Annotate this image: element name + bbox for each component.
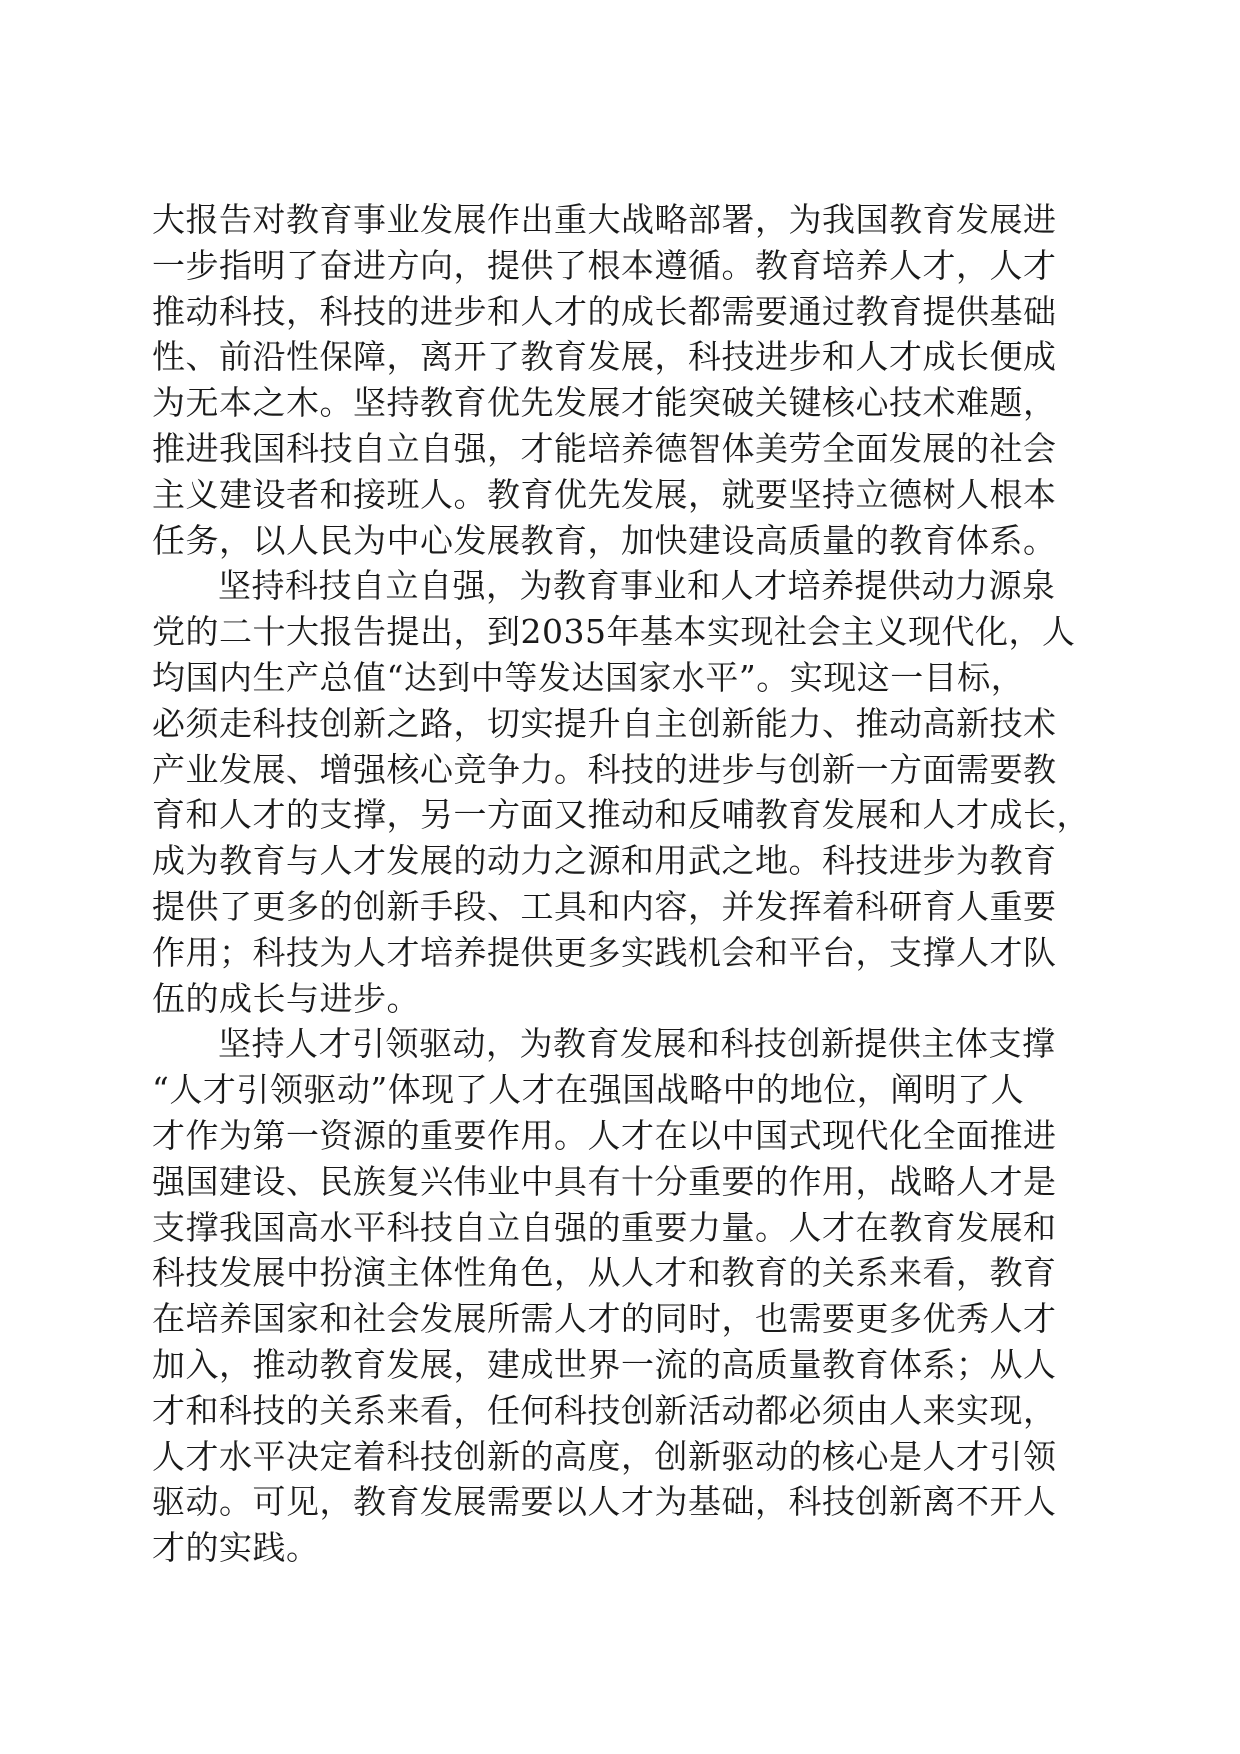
text-line: 一步指明了奋进方向，提供了根本遵循。教育培养人才，人才 bbox=[152, 245, 1057, 285]
text-line: 才的实践。 bbox=[152, 1528, 320, 1568]
text-line: 作用；科技为人才培养提供更多实践机会和平台，支撑人才队 bbox=[152, 932, 1057, 972]
text-line: 加入，推动教育发展，建成世界一流的高质量教育体系；从人 bbox=[152, 1344, 1057, 1384]
section-heading: 坚持科技自立自强，为教育事业和人才培养提供动力源泉 bbox=[218, 566, 1056, 606]
text-line: 伍的成长与进步。 bbox=[152, 978, 420, 1018]
text-line: 育和人才的支撑，另一方面又推动和反哺教育发展和人才成长， bbox=[152, 795, 1090, 835]
text-line: 提供了更多的创新手段、工具和内容，并发挥着科研育人重要 bbox=[152, 886, 1057, 926]
body-text bbox=[152, 197, 1092, 1571]
text-line: 支撑我国高水平科技自立自强的重要力量。人才在教育发展和 bbox=[152, 1207, 1057, 1247]
text-line: 任务，以人民为中心发展教育，加快建设高质量的教育体系。 bbox=[152, 520, 1057, 560]
text-line: 成为教育与人才发展的动力之源和用武之地。科技进步为教育 bbox=[152, 841, 1057, 881]
text-line: 必须走科技创新之路，切实提升自主创新能力、推动高新技术 bbox=[152, 703, 1057, 743]
text-line: 性、前沿性保障，离开了教育发展，科技进步和人才成长便成 bbox=[152, 337, 1057, 377]
text-line: 均国内生产总值“达到中等发达国家水平”。实现这一目标， bbox=[152, 657, 1025, 697]
text-line: “人才引领驱动”体现了人才在强国战略中的地位，阐明了人 bbox=[152, 1070, 1025, 1110]
text-line: 推进我国科技自立自强，才能培养德智体美劳全面发展的社会 bbox=[152, 428, 1057, 468]
text-line: 主义建设者和接班人。教育优先发展，就要坚持立德树人根本 bbox=[152, 474, 1057, 514]
section-heading: 坚持人才引领驱动，为教育发展和科技创新提供主体支撑 bbox=[218, 1024, 1056, 1064]
text-line: 产业发展、增强核心竞争力。科技的进步与创新一方面需要教 bbox=[152, 749, 1057, 789]
text-line: 推动科技，科技的进步和人才的成长都需要通过教育提供基础 bbox=[152, 291, 1057, 331]
text-line: 才作为第一资源的重要作用。人才在以中国式现代化全面推进 bbox=[152, 1115, 1057, 1155]
text-line: 为无本之木。坚持教育优先发展才能突破关键核心技术难题， bbox=[152, 383, 1057, 423]
text-line: 大报告对教育事业发展作出重大战略部署，为我国教育发展进 bbox=[152, 200, 1057, 239]
text-line: 强国建设、民族复兴伟业中具有十分重要的作用，战略人才是 bbox=[152, 1161, 1057, 1201]
text-line: 科技发展中扮演主体性角色，从人才和教育的关系来看，教育 bbox=[152, 1253, 1057, 1293]
text-line: 党的二十大报告提出，到2035年基本实现社会主义现代化，人 bbox=[152, 612, 1076, 652]
text-line: 驱动。可见，教育发展需要以人才为基础，科技创新离不开人 bbox=[152, 1482, 1057, 1522]
text-line: 在培养国家和社会发展所需人才的同时，也需要更多优秀人才 bbox=[152, 1299, 1057, 1339]
text-line: 人才水平决定着科技创新的高度，创新驱动的核心是人才引领 bbox=[152, 1436, 1057, 1476]
text-line: 才和科技的关系来看，任何科技创新活动都必须由人来实现， bbox=[152, 1390, 1057, 1430]
